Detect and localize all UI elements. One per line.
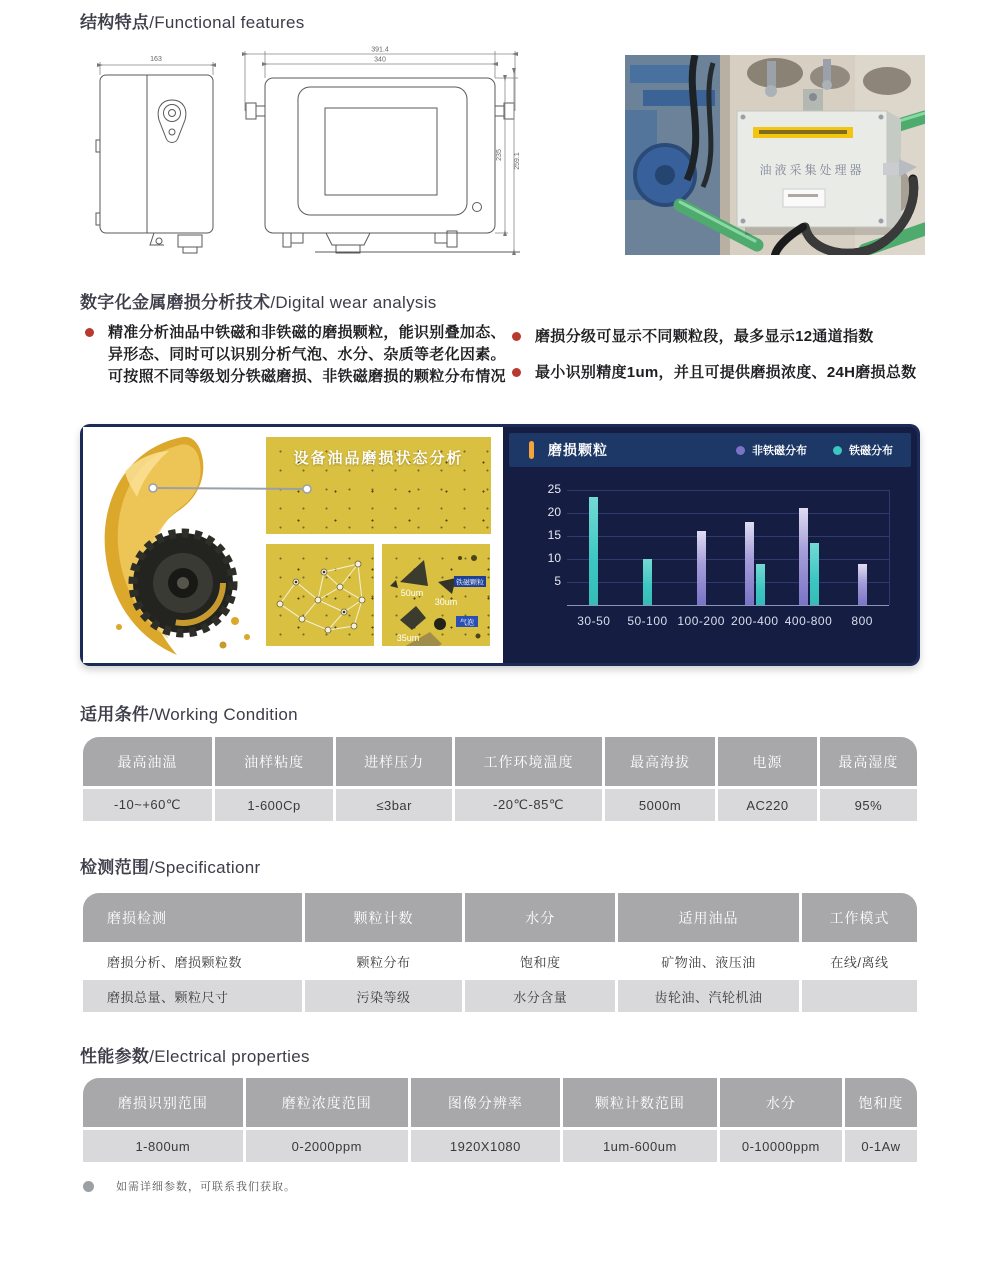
gridline	[567, 559, 889, 560]
section-title-en: /Electrical properties	[149, 1047, 310, 1066]
bullet-icon	[85, 328, 94, 337]
front-view	[246, 78, 520, 253]
wear-chart-panel	[503, 427, 917, 663]
section-title-zh: 检测范围	[80, 858, 150, 877]
dim-front-overall-height: 259.1	[514, 152, 521, 170]
column-header: 油样粘度	[215, 737, 333, 786]
section-title-zh: 数字化金属磨损分析技术	[80, 293, 271, 312]
column-header: 颗粒计数	[305, 893, 463, 942]
table-row	[83, 945, 917, 977]
header-row	[83, 893, 917, 942]
table-cell: 0-10000ppm	[720, 1130, 842, 1162]
size-label-30um: 30um	[434, 597, 458, 607]
y-axis-tick: 20	[547, 505, 561, 519]
grid-right-edge	[889, 490, 890, 605]
table-cell: 1um-600um	[563, 1130, 717, 1162]
dimension-lines	[100, 51, 518, 252]
electrical-table	[80, 1075, 920, 1165]
size-label-35um: 35um	[396, 633, 420, 643]
bullet-text: 精准分析油品中铁磁和非铁磁的磨损颗粒，能识别叠加态、异形态、同时可以识别分析气泡、水分、杂质等老化因素。可按照不同等级划分铁磁磨损、非铁磁磨损的颗粒分布情况	[108, 324, 506, 385]
bullet-text: 磨损分级可显示不同颗粒段，最多显示12通道指数	[535, 328, 874, 345]
column-header: 颗粒计数范围	[563, 1078, 717, 1127]
section-title-zh: 结构特点	[80, 13, 150, 32]
gridline	[567, 536, 889, 537]
table-cell: 在线/离线	[802, 945, 917, 977]
note-bullet-icon	[83, 1181, 94, 1192]
bar-铁磁分布-400-800	[810, 543, 819, 605]
chart-title-pill-icon	[529, 441, 534, 459]
bullet-icon	[512, 332, 521, 341]
bar-铁磁分布-200-400	[756, 564, 765, 605]
wear-analysis-panel	[80, 424, 920, 666]
header-row	[83, 737, 917, 786]
installation-photo	[625, 55, 925, 255]
bullet-text: 最小识别精度1um，并且可提供磨损浓度、24H磨损总数	[535, 364, 917, 381]
x-axis-tick: 800	[851, 614, 873, 628]
y-axis-tick: 5	[554, 574, 561, 588]
table-cell: 磨损分析、磨损颗粒数	[83, 945, 302, 977]
table-cell: 齿轮油、汽轮机油	[618, 980, 799, 1012]
table-row	[83, 1130, 917, 1162]
column-header: 磨损识别范围	[83, 1078, 243, 1127]
size-label-50um: 50um	[400, 588, 424, 598]
column-header: 进样压力	[336, 737, 452, 786]
table-cell: 5000m	[605, 789, 715, 821]
analysis-bullet-left	[85, 322, 515, 388]
section-title-en: /Functional features	[149, 13, 305, 32]
bar-铁磁分布-30-50	[589, 497, 598, 605]
column-header: 适用油品	[618, 893, 799, 942]
bar-非铁磁分布-800	[858, 564, 867, 605]
legend-item	[833, 442, 893, 458]
section-title-working	[80, 700, 298, 725]
table-cell: 0-1Aw	[845, 1130, 917, 1162]
table-cell: ≤3bar	[336, 789, 452, 821]
section-title-en: /Digital wear analysis	[270, 293, 437, 312]
gridline	[567, 582, 889, 583]
gridline	[567, 513, 889, 514]
analysis-bullet-right-2	[512, 362, 952, 384]
section-title-zh: 适用条件	[80, 705, 150, 724]
x-axis-line	[567, 605, 889, 606]
table-cell: 污染等级	[305, 980, 463, 1012]
dim-side-width: 163	[150, 56, 162, 63]
x-axis-tick: 200-400	[731, 614, 779, 628]
x-axis-tick: 50-100	[627, 614, 668, 628]
column-header: 电源	[718, 737, 817, 786]
micrograph-title: 设备油品磨损状态分析	[293, 450, 464, 467]
section-title-spec	[80, 853, 260, 878]
section-title-analysis	[80, 288, 437, 313]
x-axis-tick: 400-800	[784, 614, 833, 628]
specification-table	[80, 890, 920, 1015]
column-header: 最高湿度	[820, 737, 917, 786]
legend-dot-icon	[736, 446, 745, 455]
x-axis-tick: 100-200	[677, 614, 725, 628]
chart-header	[509, 433, 911, 467]
table-cell: 颗粒分布	[305, 945, 463, 977]
callout-connector	[83, 427, 503, 663]
y-axis-tick: 10	[547, 551, 561, 565]
table-cell: 1-600Cp	[215, 789, 333, 821]
table-cell: AC220	[718, 789, 817, 821]
table-cell: 磨损总量、颗粒尺寸	[83, 980, 302, 1012]
table-cell: 饱和度	[465, 945, 615, 977]
tag-bubble: 气泡	[460, 619, 474, 627]
legend-label: 铁磁分布	[849, 445, 893, 457]
footer-note	[83, 1178, 296, 1194]
table-cell: 矿物油、液压油	[618, 945, 799, 977]
chart-title: 磨损颗粒	[548, 442, 608, 458]
chart-legend	[736, 442, 893, 458]
column-header: 图像分辨率	[411, 1078, 560, 1127]
bar-非铁磁分布-200-400	[745, 522, 754, 605]
bar-非铁磁分布-100-200	[697, 531, 706, 605]
table-cell: 水分含量	[465, 980, 615, 1012]
working-condition-table	[80, 734, 920, 824]
gridline	[567, 490, 889, 491]
dim-front-height: 235	[496, 149, 503, 161]
analysis-bullet-right-1	[512, 326, 952, 348]
column-header: 水分	[720, 1078, 842, 1127]
x-axis-tick: 30-50	[577, 614, 611, 628]
column-header: 最高油温	[83, 737, 212, 786]
bar-非铁磁分布-400-800	[799, 508, 808, 605]
legend-label: 非铁磁分布	[752, 445, 807, 457]
section-title-features	[80, 8, 305, 33]
y-axis-tick: 25	[547, 482, 561, 496]
device-label: 油液采集处理器	[759, 163, 865, 177]
panel-images	[83, 427, 503, 663]
legend-item	[736, 442, 807, 458]
table-cell: 0-2000ppm	[246, 1130, 408, 1162]
column-header: 磨粒浓度范围	[246, 1078, 408, 1127]
legend-dot-icon	[833, 446, 842, 455]
table-cell: 1-800um	[83, 1130, 243, 1162]
section-title-en: /Working Condition	[149, 705, 298, 724]
table-cell: 1920X1080	[411, 1130, 560, 1162]
section-title-en: /Specificationr	[149, 858, 261, 877]
table-row	[83, 789, 917, 821]
table-cell: -10~+60℃	[83, 789, 212, 821]
table-row	[83, 980, 917, 1012]
y-axis-tick: 15	[547, 528, 561, 542]
table-cell	[802, 980, 917, 1012]
table-cell: -20℃-85℃	[455, 789, 602, 821]
column-header: 磨损检测	[83, 893, 302, 942]
tag-ferromagnetic-particle: 铁磁颗粒	[456, 579, 484, 587]
table-cell: 95%	[820, 789, 917, 821]
technical-drawing	[80, 45, 540, 260]
column-header: 饱和度	[845, 1078, 917, 1127]
section-title-zh: 性能参数	[80, 1047, 150, 1066]
column-header: 最高海拔	[605, 737, 715, 786]
chart-plot-area	[503, 467, 917, 663]
column-header: 水分	[465, 893, 615, 942]
section-title-electrical	[80, 1042, 310, 1067]
side-view	[96, 75, 213, 253]
bar-铁磁分布-50-100	[643, 559, 652, 605]
note-text: 如需详细参数，可联系我们获取。	[116, 1181, 296, 1193]
column-header: 工作环境温度	[455, 737, 602, 786]
header-row	[83, 1078, 917, 1127]
dim-front-width: 340	[374, 56, 386, 64]
dim-front-overall-width: 391.4	[371, 46, 389, 54]
bullet-icon	[512, 368, 521, 377]
column-header: 工作模式	[802, 893, 917, 942]
